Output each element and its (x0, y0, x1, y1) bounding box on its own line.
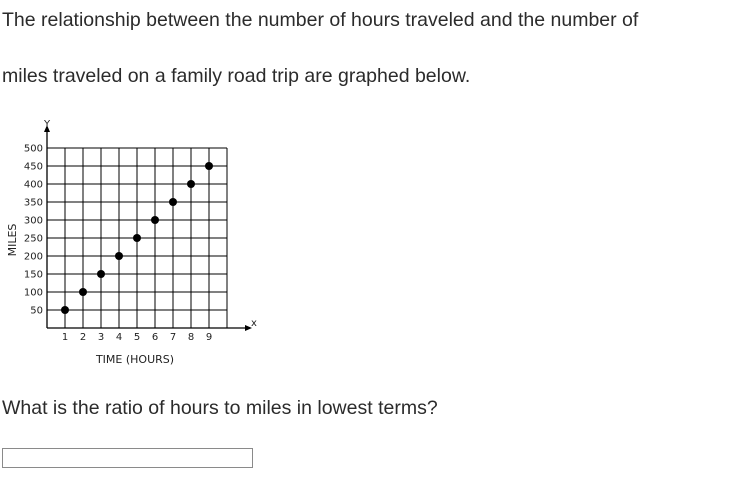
data-point (97, 270, 105, 278)
chart-axes (44, 125, 252, 331)
question-text-line-2: miles traveled on a family road trip are graphed below. (2, 65, 471, 87)
y-tick-label: 200 (23, 251, 43, 263)
x-tick-label: 6 (151, 332, 159, 343)
y-tick-label: 100 (23, 287, 43, 299)
y-tick-label: 400 (23, 179, 43, 191)
scatter-chart (0, 118, 270, 378)
x-tick-labels (62, 332, 212, 343)
y-tick-label: 300 (23, 215, 43, 227)
y-tick-label: 500 (23, 143, 43, 155)
y-tick-label: 250 (23, 233, 43, 245)
x-tick-label: 5 (133, 332, 141, 343)
data-point (187, 180, 195, 188)
x-axis-label: TIME (HOURS) (95, 353, 175, 366)
x-tick-label: 4 (115, 332, 123, 343)
x-tick-label: 7 (169, 332, 177, 343)
data-point (61, 306, 69, 314)
question-prompt: What is the ratio of hours to miles in lowest terms? (2, 397, 438, 419)
question-text-line-1: The relationship between the number of hours traveled and the number of (2, 9, 639, 31)
x-tick-label: 3 (97, 332, 105, 343)
x-tick-label: 2 (79, 332, 87, 343)
y-tick-labels (24, 144, 43, 317)
data-point (205, 162, 213, 170)
y-tick-label: 150 (23, 269, 43, 281)
data-point (79, 288, 87, 296)
y-tick-label: 350 (23, 197, 43, 209)
x-tick-label: 9 (205, 332, 213, 343)
y-axis-letter: Y (43, 119, 51, 130)
x-tick-label: 1 (61, 332, 69, 343)
y-tick-label: 450 (23, 161, 43, 173)
y-axis-label: MILES (6, 223, 19, 257)
data-point (133, 234, 141, 242)
data-point (169, 198, 177, 206)
data-point (115, 252, 123, 260)
answer-input[interactable] (2, 448, 253, 468)
x-axis-letter: x (251, 318, 257, 329)
y-tick-label: 50 (30, 305, 43, 317)
data-point (151, 216, 159, 224)
x-tick-label: 8 (187, 332, 195, 343)
